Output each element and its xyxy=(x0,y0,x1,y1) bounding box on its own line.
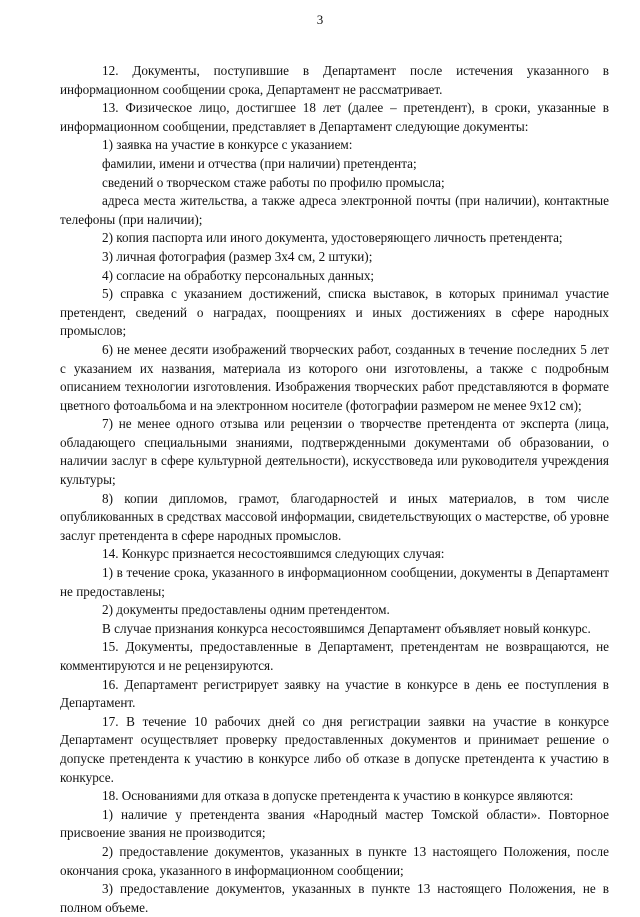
list-item: 2) копия паспорта или иного документа, удостоверяющего личность претендента; xyxy=(102,230,563,246)
list-item: 2) документы предоставлены одним претендентом. xyxy=(102,602,390,618)
paragraph-17: 17. В течение 10 рабочих дней со дня регистрации заявки на участие в конкурсе Департамент осуществляет проверку предоставленных документов и принимает решение о допуске претендента к участию в конкурсе либо об отказе в допуске претендента к участию в конкурсе. xyxy=(60,713,609,785)
list-item: 3) личная фотография (размер 3х4 см, 2 штуки); xyxy=(102,248,373,264)
document-body xyxy=(60,62,609,917)
page-number: 3 xyxy=(316,12,324,27)
list-item: 5) справка с указанием достижений, списка выставок, в которых принимал участие претендент, сведений о наградах, поощрениях и иных достижениях в сфере народных промыслов; xyxy=(60,286,609,339)
list-item: сведений о творческом стаже работы по профилю промысла; xyxy=(102,174,445,190)
paragraph-18: 18. Основаниями для отказа в допуске претендента к участию в конкурсе являются: xyxy=(102,788,574,804)
list-item: фамилии, имени и отчества (при наличии) претендента; xyxy=(102,155,417,171)
paragraph-15: 15. Документы, предоставленные в Департамент, претендентам не возвращаются, не комментируются и не рецензируются. xyxy=(60,639,609,673)
list-item: 2) предоставление документов, указанных в пункте 13 настоящего Положения, после окончания срока, указанного в информационном сообщении; xyxy=(60,843,609,878)
paragraph-16: 16. Департамент регистрирует заявку на участие в конкурсе в день ее поступления в Департамент. xyxy=(60,676,609,711)
list-item: адреса места жительства, а также адреса электронной почты (при наличии), контактные телефоны (при наличии); xyxy=(60,193,609,227)
paragraph-14: 14. Конкурс признается несостоявшимся следующих случая: xyxy=(102,546,445,562)
paragraph-12: 12. Документы, поступившие в Департамент после истечения указанного в информационном сообщении срока, Департамент не рассматривает. xyxy=(60,63,609,97)
list-item: 4) согласие на обработку персональных данных; xyxy=(102,267,375,283)
list-item: 6) не менее десяти изображений творческих работ, созданных в течение последних 5 лет с указанием их названия, материала из которого они изготовлены, а также с подробным описанием технологии изготовления. Изображения творческих работ представляются в формате цветного фотоальбома и на электронном носителе (фотографии размером не менее 9х12 см); xyxy=(60,341,609,413)
list-item: 1) заявка на участие в конкурсе с указанием: xyxy=(102,137,353,153)
list-item: 1) в течение срока, указанного в информационном сообщении, документы в Департамент не предоставлены; xyxy=(60,565,609,599)
paragraph-13: 13. Физическое лицо, достигшее 18 лет (далее – претендент), в сроки, указанные в информационном сообщении, представляет в Департамент следующие документы: xyxy=(60,100,609,134)
list-item: 7) не менее одного отзыва или рецензии о творчестве претендента от эксперта (лица, обладающего специальными знаниями, подтвержденными документами об образовании, о наличии заслуг в сфере культурной деятельности), искусствоведа или руководителя учреждения культуры; xyxy=(60,416,609,488)
list-item: 3) предоставление документов, указанных в пункте 13 настоящего Положения, не в полном объеме. xyxy=(60,881,609,915)
list-item: 8) копии дипломов, грамот, благодарностей и иных материалов, в том числе опубликованных в средствах массовой информации, свидетельствующих о мастерстве, об уровне заслуг претендента в сфере народных промыслов. xyxy=(60,490,609,543)
paragraph: В случае признания конкурса несостоявшимся Департамент объявляет новый конкурс. xyxy=(102,620,591,636)
list-item: 1) наличие у претендента звания «Народный мастер Томской области». Повторное присвоение звания не производится; xyxy=(60,806,609,841)
